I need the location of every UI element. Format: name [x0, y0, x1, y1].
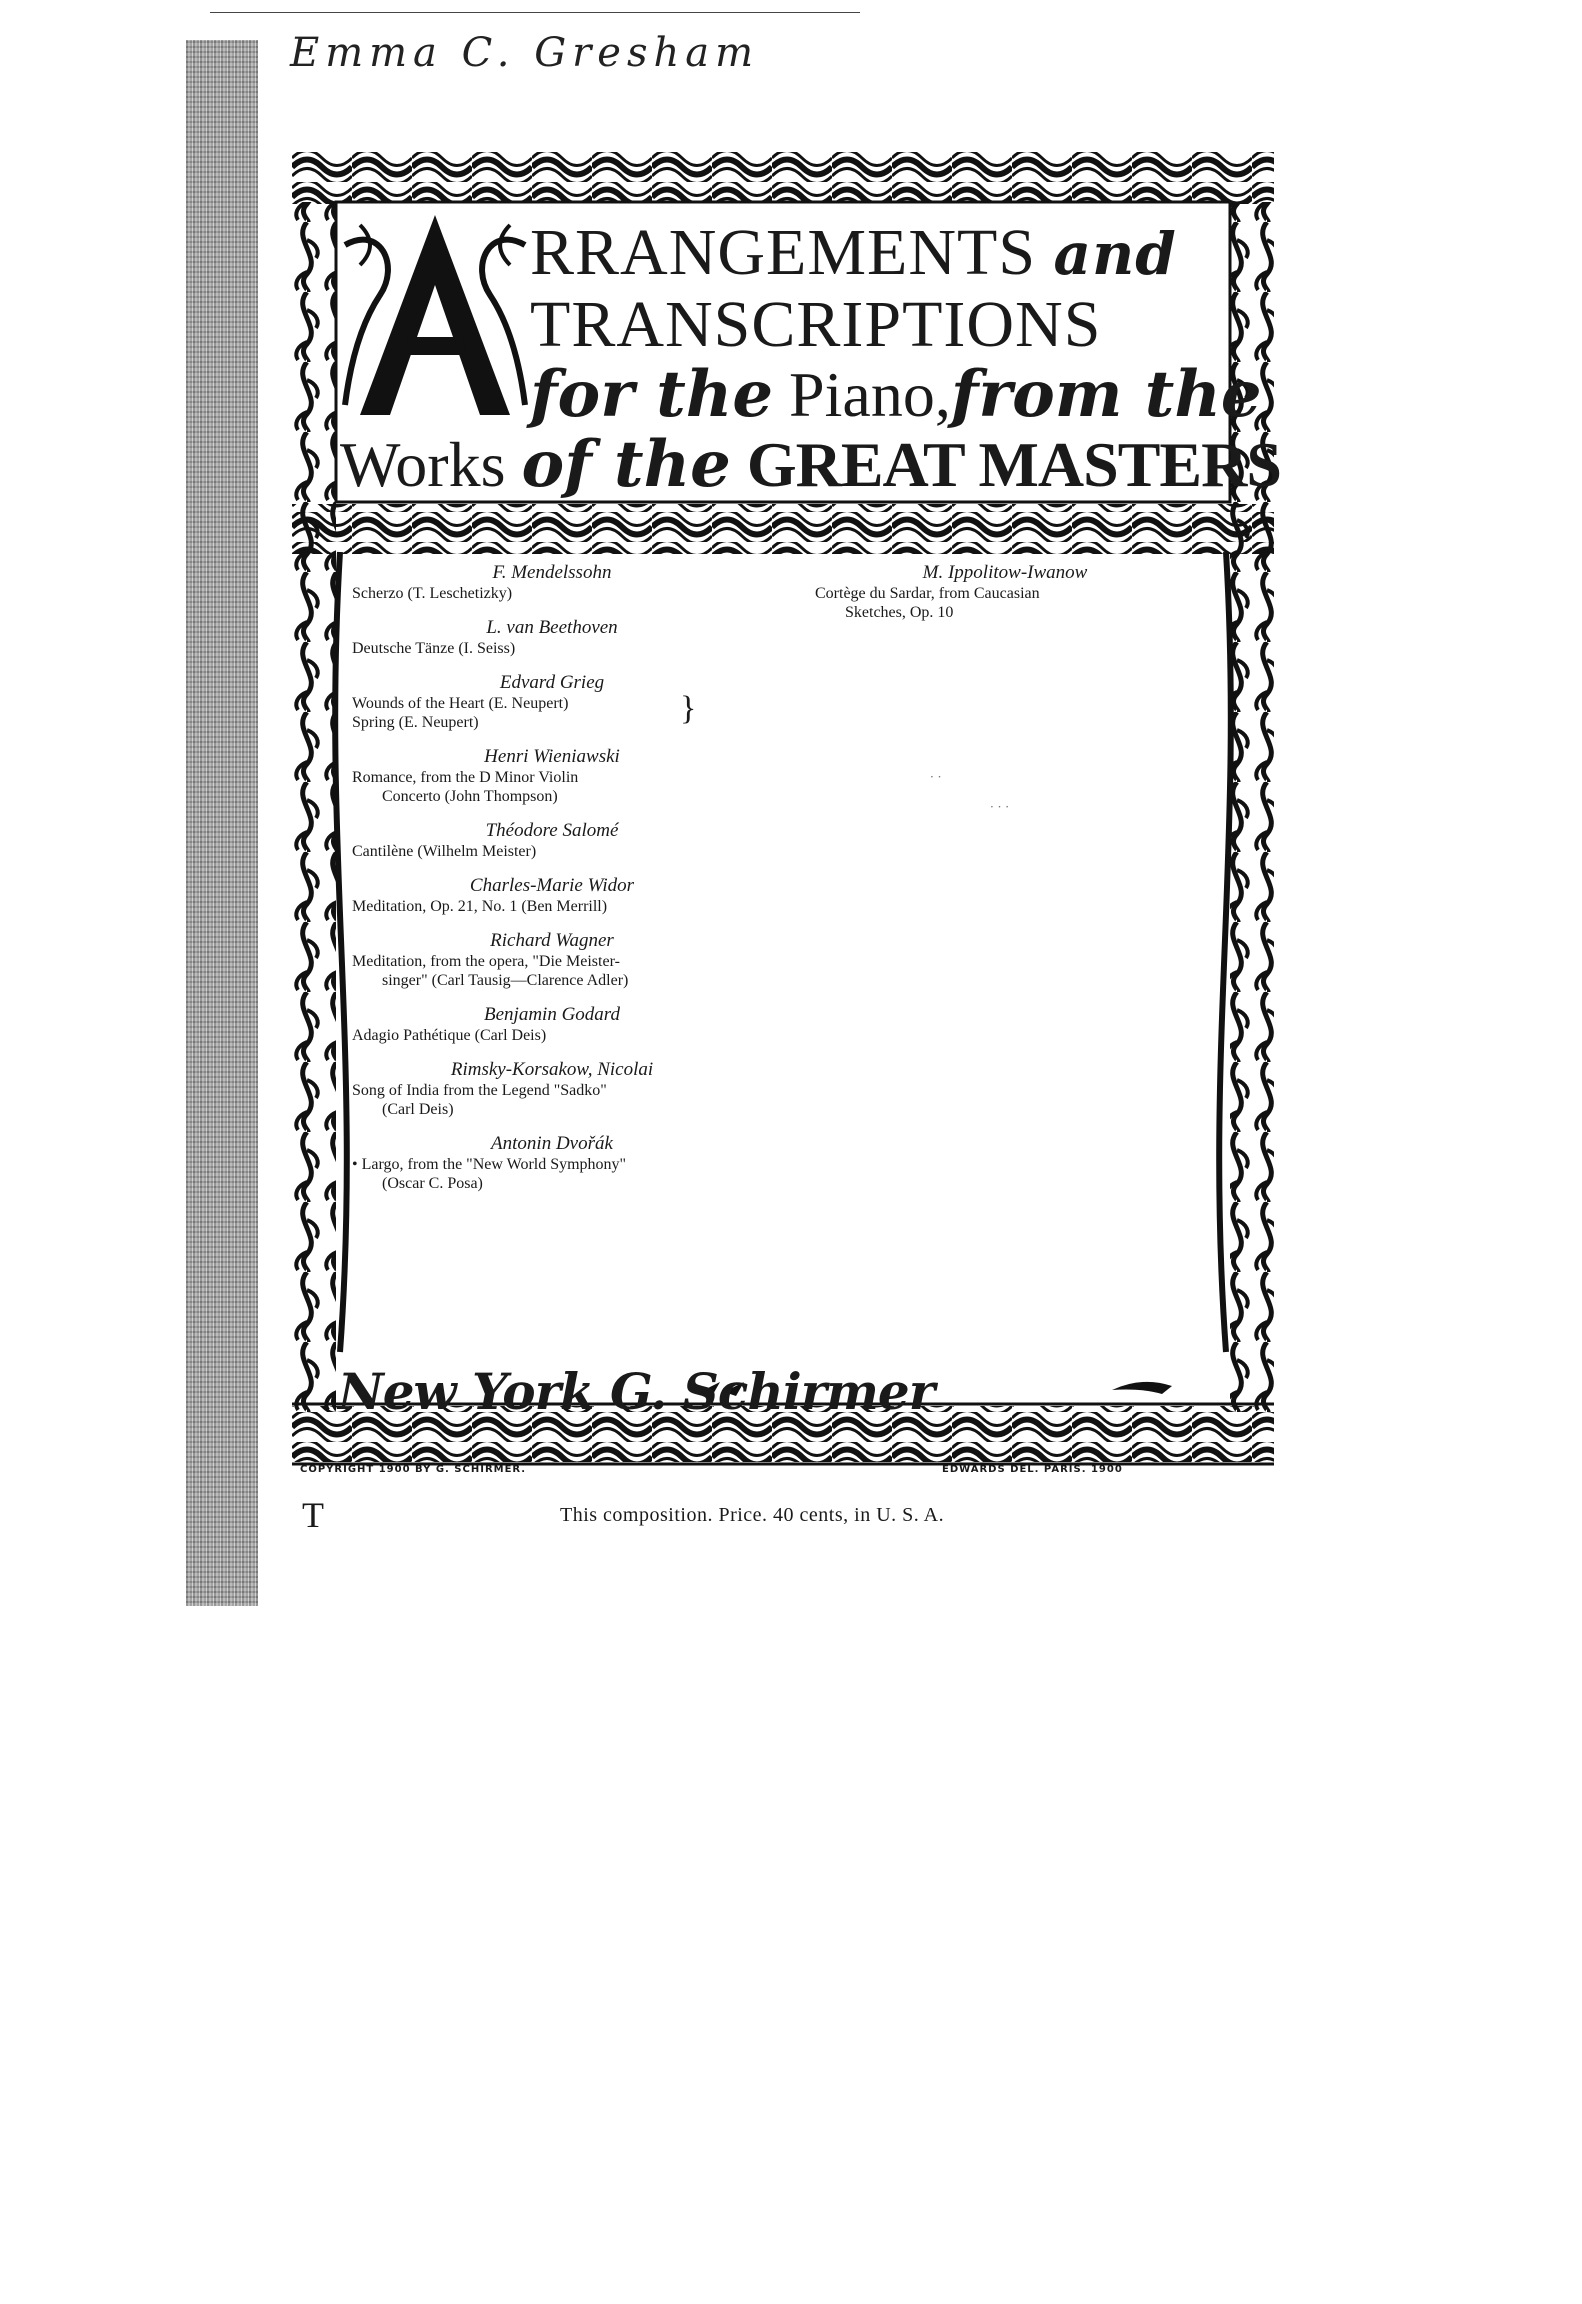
composer-name: F. Mendelssohn — [492, 562, 612, 583]
catalog-entry — [815, 562, 1195, 622]
title-line1-main: RRANGEMENTS — [530, 216, 1037, 289]
title-line-2: TRANSCRIPTIONS — [530, 288, 1102, 361]
price-line: This composition. Price. 40 cents, in U. S. A. — [560, 1504, 945, 1526]
work-title: Deutsche Tänze (I. Seiss) — [352, 640, 516, 657]
catalog-entry — [352, 820, 752, 861]
title-line4-italic: of the — [521, 427, 731, 502]
title-line3-italic-b: from the — [950, 357, 1262, 432]
composer-name: Charles-Marie Widor — [469, 875, 635, 896]
title-line-1 — [530, 215, 1177, 291]
title-line4-main-b: GREAT MASTERS — [746, 429, 1281, 500]
work-title: Meditation, from the opera, "Die Meister- — [352, 953, 620, 970]
title-line-3 — [530, 357, 1262, 432]
catalog-entry — [352, 875, 752, 916]
work-title: Wounds of the Heart (E. Neupert) — [352, 695, 569, 712]
right-column-catalog — [815, 562, 1195, 636]
catalog-entry — [352, 672, 752, 732]
work-title: Spring (E. Neupert) — [352, 714, 479, 731]
composer-name: Antonin Dvořák — [491, 1133, 613, 1154]
title-line1-italic: and — [1053, 220, 1177, 288]
catalog-entry — [352, 1133, 752, 1193]
copyright-notice: COPYRIGHT 1900 BY G. SCHIRMER. — [300, 1464, 527, 1475]
handwritten-signature: Emma C. Gresham — [290, 30, 760, 76]
scan-speck: · · · — [990, 800, 1010, 814]
title-line3-main: Piano, — [789, 359, 951, 430]
work-title: Cortège du Sardar, from Caucasian — [815, 585, 1040, 602]
grouping-brace: } — [680, 690, 697, 727]
top-rule — [210, 12, 860, 13]
catalog-entry — [352, 617, 752, 658]
catalog-entry — [352, 1059, 752, 1119]
work-title: Cantilène (Wilhelm Meister) — [352, 843, 537, 860]
scan-speck: · · — [930, 770, 942, 784]
work-title: • Largo, from the "New World Symphony" — [352, 1156, 627, 1173]
work-title-continued: singer" (Carl Tausig—Clarence Adler) — [382, 972, 629, 989]
work-title: Scherzo (T. Leschetizky) — [352, 585, 513, 602]
composer-name: Richard Wagner — [490, 930, 614, 951]
work-title-continued: (Oscar C. Posa) — [382, 1175, 483, 1192]
title-line3-italic-a: for the — [530, 357, 774, 432]
ornate-drop-cap-a-icon — [340, 205, 530, 425]
composer-name: Henri Wieniawski — [484, 746, 620, 767]
work-title-continued: Concerto (John Thompson) — [382, 788, 558, 805]
title-line4-main-a: Works — [340, 429, 506, 500]
work-title: Adagio Pathétique (Carl Deis) — [352, 1027, 547, 1044]
plate-letter: T — [302, 1495, 324, 1535]
composer-name: M. Ippolitow-Iwanow — [922, 562, 1088, 583]
title-line-4 — [340, 427, 1281, 502]
work-title-continued: Sketches, Op. 10 — [845, 604, 954, 621]
composer-name: Edvard Grieg — [499, 672, 605, 693]
composer-name: L. van Beethoven — [486, 617, 618, 638]
work-title-continued: (Carl Deis) — [382, 1101, 454, 1118]
publisher-imprint: New York G. Schirmer — [338, 1362, 935, 1421]
work-title: Meditation, Op. 21, No. 1 (Ben Merrill) — [352, 898, 608, 915]
work-title: Song of India from the Legend "Sadko" — [352, 1082, 607, 1099]
engraver-credit: EDWARDS DEL. PARIS. 1900 — [942, 1464, 1123, 1475]
scanned-spine-edge — [186, 40, 258, 1606]
catalog-entry — [352, 930, 752, 990]
composer-name: Rimsky-Korsakow, Nicolai — [450, 1059, 654, 1080]
title-block — [340, 205, 1281, 505]
composer-name: Théodore Salomé — [485, 820, 619, 841]
catalog-entry — [352, 1004, 752, 1045]
work-title: Romance, from the D Minor Violin — [352, 769, 579, 786]
catalog-entry — [352, 746, 752, 806]
catalog-entry — [352, 562, 752, 603]
left-column-catalog — [352, 562, 752, 1207]
composer-name: Benjamin Godard — [484, 1004, 620, 1025]
